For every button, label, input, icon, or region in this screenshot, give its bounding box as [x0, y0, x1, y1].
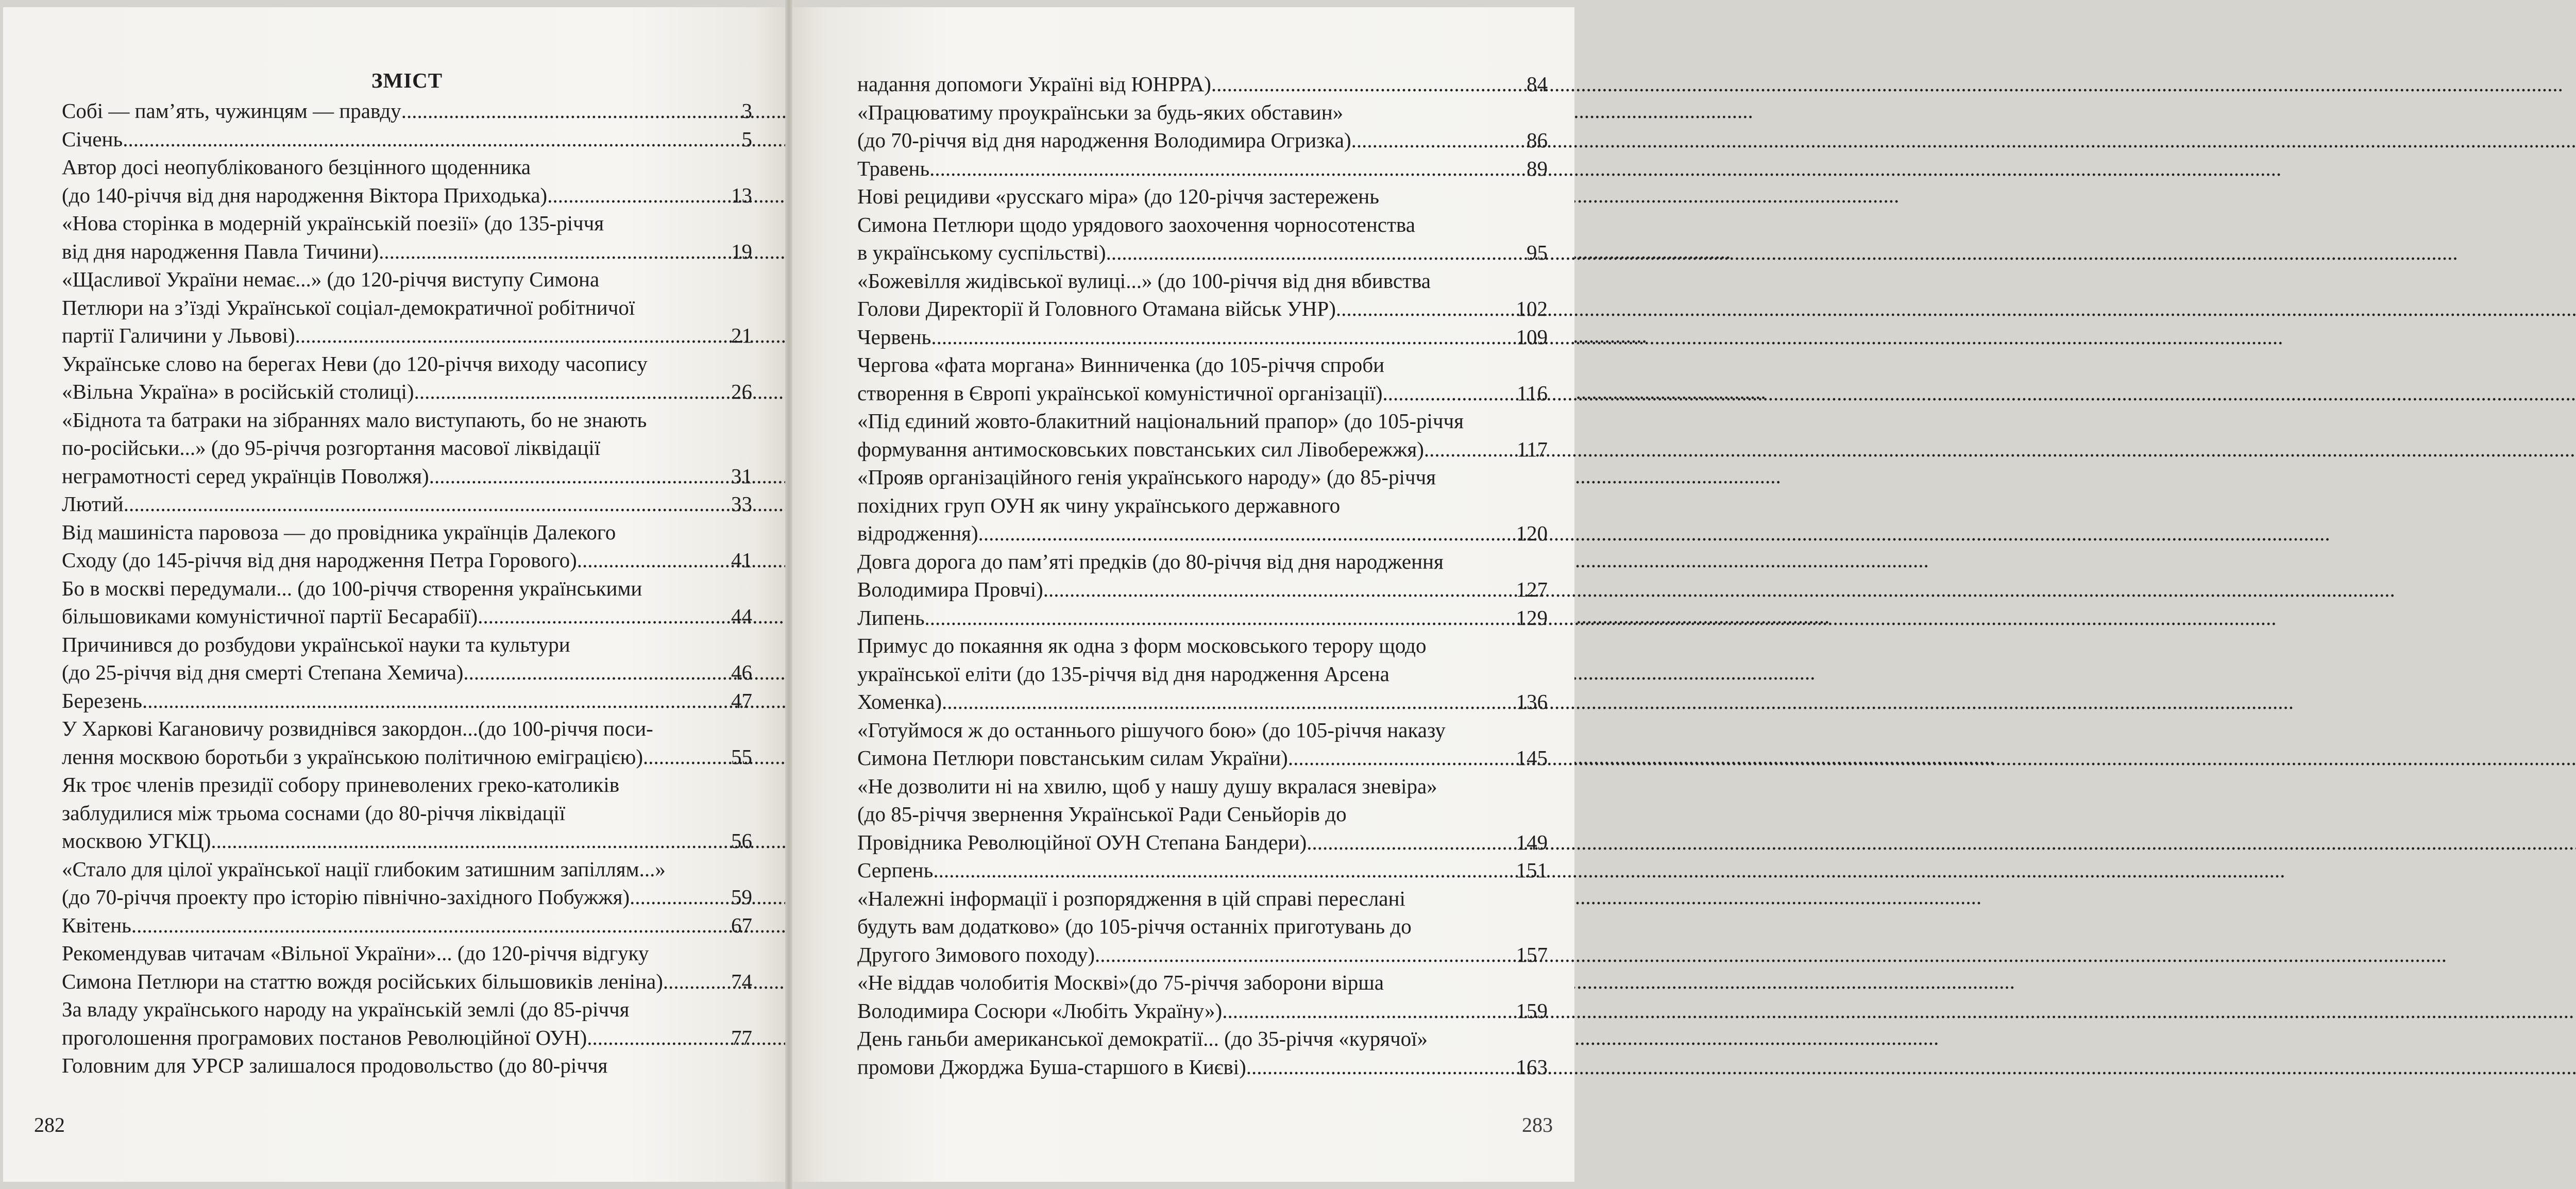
dot-leader	[942, 688, 1515, 716]
toc-entry-line	[62, 687, 752, 715]
toc-entry-line	[857, 295, 1548, 323]
toc-page-number: 127	[1516, 577, 1548, 601]
toc-entry	[62, 574, 752, 631]
dot-leader	[429, 462, 730, 490]
toc-entry-text: Як троє членів президії собору приневолених греко-католиків	[62, 773, 620, 796]
toc-entry-text: «Прояв організаційного генія українського народу» (до 85-річчя	[857, 465, 1436, 489]
toc-entry	[857, 98, 1548, 155]
toc-entry-text: Сходу (до 145-річчя від дня народження Петра Горового)	[62, 548, 577, 572]
toc-entry-line	[62, 209, 752, 237]
toc-entry-text: відродження)	[857, 521, 978, 545]
dot-leader	[1043, 575, 1515, 604]
toc-entry-line	[62, 406, 752, 434]
toc-entry-text: Володимира Провчі)	[857, 577, 1043, 601]
toc-page-number: 129	[1516, 605, 1548, 630]
toc-entry	[62, 406, 752, 490]
dot-leader	[379, 237, 730, 266]
toc-entry-text: «Не віддав чолобитія Москві»(до 75-річчя заборони вірша	[857, 971, 1384, 994]
toc-entry-line	[62, 321, 752, 350]
toc-entry-text: Травень	[857, 156, 930, 180]
toc-entry-text: За владу українського народу на українській землі (до 85-річчя	[62, 997, 630, 1021]
toc-entry-text: промови Джорджа Буша-старшого в Києві)	[857, 1055, 1246, 1079]
toc-entry-text: У Харкові Кагановичу розвиднівся закордон...(до 100-річчя поси-	[62, 717, 653, 740]
toc-entry	[62, 490, 752, 518]
toc-entry-line	[62, 518, 752, 547]
toc-entry-line	[857, 463, 1548, 491]
toc-page-number: 77	[731, 1025, 752, 1049]
toc-entry-line	[857, 800, 1548, 828]
toc-entry	[857, 323, 1548, 351]
dot-leader	[577, 546, 730, 574]
toc-page-number: 19	[731, 239, 752, 263]
toc-entry-line	[62, 574, 752, 603]
toc-entry	[62, 687, 752, 715]
dot-leader	[142, 687, 730, 715]
toc-page-number: 46	[731, 660, 752, 684]
toc-entry-text: (до 140-річчя від дня народження Віктора Приходька)	[62, 183, 548, 207]
toc-entry-text: Причинився до розбудови української науки та культури	[62, 632, 570, 656]
dot-leader	[925, 604, 1515, 632]
dot-leader	[978, 519, 1515, 548]
toc-entry-line	[857, 323, 1548, 351]
toc-page-number: 67	[731, 913, 752, 937]
toc-page-number: 44	[731, 604, 752, 628]
toc-page-number: 159	[1516, 998, 1548, 1023]
toc-entry-text: Українське слово на берегах Неви (до 120-річчя виходу часопису	[62, 351, 648, 376]
toc-entry-line	[857, 98, 1548, 127]
toc-entry-line	[62, 911, 752, 940]
toc-entry	[62, 125, 752, 154]
toc-entry-text: від дня народження Павла Тичини)	[62, 239, 379, 263]
dot-leader	[463, 658, 730, 687]
toc-entry-line	[857, 407, 1548, 435]
toc-page-number: 145	[1516, 746, 1548, 770]
toc-entry-line	[857, 435, 1548, 464]
dot-leader	[929, 155, 1526, 183]
toc-entry-line	[857, 688, 1548, 716]
toc-entry-line	[62, 1024, 752, 1052]
toc-entry	[857, 856, 1548, 885]
toc-entry-text: Рекомендував читачам «Вільної України»... (до 120-річчя відгуку	[62, 941, 649, 965]
toc-page-number: 59	[731, 885, 752, 909]
toc-entry-line	[62, 237, 752, 266]
toc-entry-line	[857, 660, 1548, 688]
toc-entry-line	[857, 351, 1548, 379]
toc-entry-line	[857, 632, 1548, 660]
toc-entry-text: Чергова «фата моргана» Винниченка (до 105-річчя спроби	[857, 353, 1385, 377]
toc-entry-line	[857, 267, 1548, 295]
dot-leader	[1383, 379, 1516, 407]
toc-entry-text: Володимира Сосюри «Любіть Україну»)	[857, 998, 1223, 1023]
toc-entry-line	[62, 855, 752, 884]
toc-entry-text: формування антимосковських повстанських сил Лівобережжя)	[857, 437, 1424, 461]
dot-leader	[295, 321, 730, 350]
toc-entry-line	[857, 155, 1548, 183]
toc-entry-line	[857, 575, 1548, 604]
toc-entry-text: День ганьби американської демократії... (до 35-річчя «курячої»	[857, 1027, 1428, 1050]
toc-entry-line	[62, 378, 752, 406]
toc-entry	[62, 209, 752, 265]
toc-entry-text: створення в Європі української комуністичної організації)	[857, 381, 1383, 405]
toc-entry-line	[857, 828, 1548, 857]
toc-entry-text: проголошення програмових постанов Революційної ОУН)	[62, 1025, 587, 1049]
toc-entry-text: Головним для УРСР залишалося продовольство (до 80-річчя	[62, 1054, 608, 1077]
toc-entry-text: «Не дозволити ні на хвилю, щоб у нашу душу вкралася зневіра»	[857, 774, 1437, 798]
toc-entry-line	[62, 181, 752, 210]
toc-entry-text: «Готуймося ж до останнього рішучого бою» (до 105-річчя наказу	[857, 718, 1446, 742]
toc-entry-line	[857, 744, 1548, 772]
toc-entry	[857, 969, 1548, 1025]
toc-entry	[857, 604, 1548, 632]
toc-entry	[62, 350, 752, 406]
toc-entry-text: Собі — пам’ять, чужинцям — правду	[62, 99, 401, 123]
toc-entry-line	[62, 153, 752, 181]
toc-entry-text: (до 85-річчя звернення Української Ради Сеньйорів до	[857, 802, 1347, 826]
toc-entry	[62, 1051, 752, 1080]
toc-entry-text: Хоменка)	[857, 690, 942, 714]
toc-entry-text: надання допомоги Україні від ЮНРРА)	[857, 72, 1211, 96]
toc-page-number: 149	[1516, 830, 1548, 854]
toc-entry-line	[857, 716, 1548, 744]
toc-entry-text: Серпень	[857, 858, 934, 882]
toc-entry-line	[857, 379, 1548, 407]
toc-entry-text: Провідника Революційної ОУН Степана Бандери)	[857, 830, 1307, 854]
toc-entry-line	[62, 715, 752, 743]
toc-entry-text: «Під єдиний жовто-блакитний національний прапор» (до 105-річчя	[857, 409, 1464, 433]
toc-entry-line	[857, 772, 1548, 801]
toc-entry-line	[62, 883, 752, 911]
toc-page-number: 47	[731, 688, 752, 712]
toc-entry-text: «Божевілля жидівської вулиці...» (до 100-річчя від дня вбивства	[857, 268, 1431, 293]
toc-entry-line	[857, 211, 1548, 239]
toc-entry-text: похідних груп ОУН як чину українського державного	[857, 493, 1341, 517]
dot-leader	[1336, 295, 1515, 323]
toc-entry-line	[857, 856, 1548, 885]
toc-page-number: 74	[731, 969, 752, 993]
toc-entry	[62, 97, 752, 125]
toc-entry-text: (до 25-річчя від дня смерті Степана Хемича)	[62, 660, 464, 684]
toc-entry-line	[857, 604, 1548, 632]
toc-entry-line	[857, 548, 1548, 576]
toc-entry-line	[62, 1051, 752, 1080]
toc-entry-text: Голови Директорії й Головного Отамана військ УНР)	[857, 297, 1336, 320]
toc-page-number: 117	[1517, 437, 1548, 461]
page-number-left: 282	[34, 1113, 65, 1136]
right-page	[792, 7, 1574, 1182]
toc-entry-text: «Належні інформації і розпорядження в цій справі переслані	[857, 886, 1405, 910]
toc-page-number: 109	[1516, 325, 1548, 349]
toc-entry	[62, 771, 752, 855]
toc-entry-text: (до 70-річчя проекту про історію північно-західного Побужжя)	[62, 885, 630, 909]
toc-entry	[62, 518, 752, 574]
toc-entry	[857, 70, 1548, 98]
dot-leader	[931, 323, 1515, 351]
book-gutter	[785, 0, 792, 1189]
toc-entry-text: неграмотності серед українців Поволжя)	[62, 464, 429, 488]
toc-entry	[857, 772, 1548, 857]
dot-leader	[630, 883, 730, 911]
toc-entry	[62, 153, 752, 209]
toc-entry-text: Довга дорога до пам’яті предків (до 80-річчя від дня народження	[857, 549, 1444, 573]
toc-entry	[62, 631, 752, 687]
toc-page-number: 13	[731, 183, 752, 207]
toc-entry-text: більшовиками комуністичної партії Бесарабії)	[62, 604, 478, 628]
toc-entry-text: партії Галичини у Львові)	[62, 324, 295, 347]
toc-entry-text: москвою УГКЦ)	[62, 829, 211, 853]
toc-entry-line	[857, 519, 1548, 548]
toc-entry-line	[857, 997, 1548, 1025]
toc-entry-text: Липень	[857, 605, 925, 630]
dot-leader	[401, 97, 741, 125]
dot-leader	[933, 856, 1515, 885]
toc-entry-line	[62, 462, 752, 490]
toc-page-number: 95	[1527, 241, 1548, 264]
toc-page-number: 33	[731, 492, 752, 516]
dot-leader	[124, 490, 730, 518]
toc-entry	[62, 855, 752, 911]
dot-leader	[1211, 70, 1526, 98]
toc-entry	[857, 407, 1548, 463]
dot-leader	[1424, 435, 1516, 464]
dot-leader	[643, 743, 730, 771]
toc-entry-text: «Стало для цілої української нації глибоким затишним запіллям...»	[62, 857, 666, 881]
toc-page-number: 5	[741, 127, 752, 151]
toc-entry-line	[857, 912, 1548, 941]
dot-leader	[663, 967, 730, 996]
toc-entry-text: «Працюватиму проукраїнськи за будь-яких обставин»	[857, 100, 1344, 124]
toc-entry-text: Петлюри на з’їзді Української соціал-демократичної робітничої	[62, 295, 635, 319]
toc-entry-text: «Нова сторінка в модерній українській поезії» (до 135-річчя	[62, 211, 604, 235]
toc-entry	[857, 632, 1548, 716]
toc-title: ЗМІСТ	[371, 69, 443, 92]
toc-entry-text: Лютий	[62, 492, 124, 516]
toc-entry-line	[857, 1053, 1548, 1081]
toc-entry-text: «Біднота та батраки на зібраннях мало виступають, бо не знають	[62, 407, 647, 432]
toc-entry	[62, 939, 752, 995]
dot-leader	[547, 181, 730, 210]
toc-entry-line	[62, 827, 752, 855]
toc-entry-line	[62, 967, 752, 996]
dot-leader	[414, 378, 730, 406]
toc-entry-text: Примус до покаяння як одна з форм московського терору щодо	[857, 634, 1427, 657]
toc-page-number: 86	[1527, 128, 1548, 152]
toc-entry	[857, 182, 1548, 267]
toc-entry	[62, 995, 752, 1051]
toc-entry-line	[857, 70, 1548, 98]
dot-leader	[1246, 1053, 1515, 1081]
toc-entry-line	[62, 602, 752, 631]
toc-entry-text: української еліти (до 135-річчя від дня народження Арсена	[857, 661, 1389, 686]
toc-entry-text: будуть вам додатково» (до 105-річчя останніх приготувань до	[857, 914, 1412, 938]
toc-entry-text: (до 70-річчя від дня народження Володимира Огризка)	[857, 128, 1351, 152]
toc-right-entries	[857, 70, 1548, 1081]
toc-entry-text: по-російськи...» (до 95-річчя розгортання масової ліквідації	[62, 436, 601, 460]
toc-left-entries	[62, 97, 752, 1080]
toc-page-number: 163	[1516, 1055, 1548, 1079]
toc-entry	[62, 265, 752, 350]
dot-leader	[1351, 126, 1526, 155]
toc-page-number: 3	[741, 99, 752, 123]
dot-leader	[123, 125, 740, 154]
toc-page-number: 41	[731, 548, 752, 572]
toc-entry-line	[62, 125, 752, 154]
toc-entry-text: Автор досі неопублікованого безцінного щоденника	[62, 155, 531, 179]
toc-entry	[857, 463, 1548, 548]
toc-entry-line	[857, 885, 1548, 913]
toc-entry-text: заблудилися між трьома соснами (до 80-річчя ліквідації	[62, 801, 566, 825]
toc-entry-line	[857, 239, 1548, 267]
dot-leader	[1222, 997, 1515, 1025]
toc-entry	[857, 155, 1548, 183]
dot-leader	[587, 1024, 730, 1052]
toc-entry-line	[62, 490, 752, 518]
toc-entry-line	[857, 969, 1548, 997]
dot-leader	[1106, 239, 1526, 267]
toc-page-number: 55	[731, 744, 752, 769]
toc-entry-text: Бо в москві передумали... (до 100-річчя створення українськими	[62, 576, 642, 600]
toc-entry-text: Від машиніста паровоза — до провідника українців Далекого	[62, 520, 616, 544]
toc-entry-text: «Щасливої України немає...» (до 120-річчя виступу Симона	[62, 267, 600, 291]
toc-entry-text: Нові рецидиви «русскаго міра» (до 120-річчя застережень	[857, 184, 1379, 208]
toc-entry-text: лення москвою боротьби з українською політичною еміграцією)	[62, 744, 643, 769]
toc-entry	[857, 716, 1548, 772]
toc-entry-line	[62, 995, 752, 1024]
toc-entry	[857, 351, 1548, 407]
toc-page-number: 31	[731, 464, 752, 488]
toc-page-number: 157	[1516, 942, 1548, 966]
toc-page-number: 56	[731, 829, 752, 853]
toc-entry-line	[62, 939, 752, 967]
dot-leader	[131, 911, 730, 940]
toc-entry-text: Квітень	[62, 913, 131, 937]
toc-entry	[857, 548, 1548, 604]
toc-entry-line	[857, 491, 1548, 520]
left-page	[3, 7, 785, 1182]
toc-entry-line	[857, 1025, 1548, 1053]
toc-entry-line	[62, 265, 752, 294]
toc-entry	[62, 911, 752, 940]
toc-entry-line	[857, 941, 1548, 969]
toc-entry-line	[62, 658, 752, 687]
toc-page-number: 89	[1527, 156, 1548, 180]
toc-entry-text: Симона Петлюри на статтю вождя російських більшовиків леніна)	[62, 969, 663, 993]
toc-page-number: 84	[1527, 72, 1548, 96]
toc-entry	[62, 715, 752, 771]
toc-entry-text: в українському суспільстві)	[857, 241, 1106, 264]
toc-page-number: 21	[731, 324, 752, 347]
dot-leader	[1307, 828, 1515, 857]
toc-entry-line	[857, 182, 1548, 211]
dot-leader	[1095, 941, 1515, 969]
dot-leader	[1288, 744, 1515, 772]
toc-entry-line	[62, 97, 752, 125]
toc-entry-line	[62, 546, 752, 574]
toc-entry-line	[62, 631, 752, 659]
toc-entry-text: Другого Зимового походу)	[857, 942, 1095, 966]
toc-entry-line	[62, 350, 752, 378]
page-number-right: 283	[1522, 1113, 1553, 1136]
toc-entry	[857, 885, 1548, 969]
toc-entry-line	[62, 771, 752, 799]
toc-entry-text: Березень	[62, 688, 142, 712]
toc-entry-text: Січень	[62, 127, 123, 151]
dot-leader	[478, 602, 730, 631]
toc-page-number: 136	[1516, 690, 1548, 714]
toc-entry-line	[62, 799, 752, 827]
toc-entry-text: Симона Петлюри щодо урядового заохочення чорносотенства	[857, 212, 1415, 236]
toc-entry-line	[857, 126, 1548, 155]
toc-page-number: 151	[1516, 858, 1548, 882]
toc-entry	[857, 1025, 1548, 1081]
toc-entry-line	[62, 294, 752, 322]
toc-page-number: 116	[1517, 381, 1548, 405]
toc-entry-text: Червень	[857, 325, 931, 349]
dot-leader	[211, 827, 730, 855]
toc-page-number: 102	[1516, 297, 1548, 320]
toc-entry-line	[62, 434, 752, 462]
toc-entry-text: «Вільна Україна» в російській столиці)	[62, 380, 414, 403]
toc-entry-text: Симона Петлюри повстанським силам України)	[857, 746, 1288, 770]
toc-page-number: 26	[731, 380, 752, 403]
toc-page-number: 120	[1516, 521, 1548, 545]
toc-entry	[857, 267, 1548, 323]
toc-entry-line	[62, 743, 752, 771]
